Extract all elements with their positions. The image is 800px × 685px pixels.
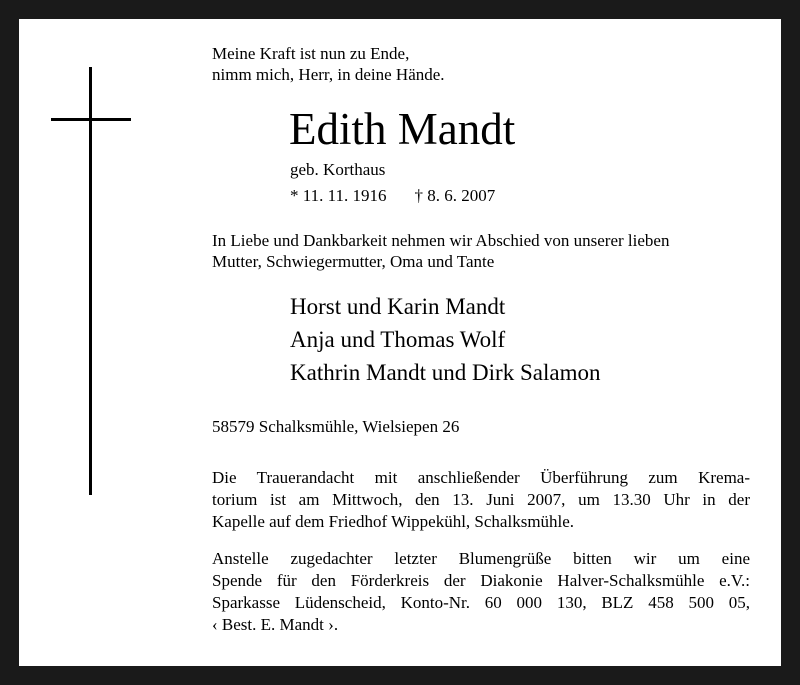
- intro-line: In Liebe und Dankbarkeit nehmen wir Abschied von unserer lieben: [212, 231, 670, 250]
- death-date: † 8. 6. 2007: [414, 186, 496, 205]
- obituary-notice: [19, 19, 781, 666]
- donation-line: Anstelle zugedachter letzter Blumengrüße bitten wir um eine: [212, 549, 750, 568]
- maiden-name: geb. Korthaus: [290, 160, 386, 179]
- donation-line: Sparkasse Lüdenscheid, Konto-Nr. 60 000 130, BLZ 458 500 05,: [212, 593, 750, 612]
- family-address: 58579 Schalksmühle, Wielsiepen 26: [212, 417, 460, 436]
- verse-line: Meine Kraft ist nun zu Ende,: [212, 44, 410, 63]
- service-line: Kapelle auf dem Friedhof Wippekühl, Schalksmühle.: [212, 512, 575, 531]
- birth-date: * 11. 11. 1916: [290, 186, 387, 205]
- mourner-name: Kathrin Mandt und Dirk Salamon: [290, 360, 601, 385]
- donation-request: [212, 548, 750, 636]
- donation-line: ‹ Best. E. Mandt ›.: [212, 615, 339, 634]
- service-line: torium ist am Mittwoch, den 13. Juni 2007, um 13.30 Uhr in der: [212, 490, 750, 509]
- verse: [212, 43, 445, 85]
- cross-horizontal-bar: [51, 118, 131, 121]
- cross-vertical-bar: [89, 67, 92, 495]
- mourner-name: Horst und Karin Mandt: [290, 294, 506, 319]
- farewell-intro: [212, 230, 669, 272]
- donation-line: Spende für den Förderkreis der Diakonie Halver-Schalksmühle e.V.:: [212, 571, 750, 590]
- verse-line: nimm mich, Herr, in deine Hände.: [212, 65, 445, 84]
- mourner-name: Anja und Thomas Wolf: [290, 327, 506, 352]
- intro-line: Mutter, Schwiegermutter, Oma und Tante: [212, 252, 495, 271]
- service-line: Die Trauerandacht mit anschließender Überführung zum Krema-: [212, 468, 750, 487]
- life-dates: [290, 185, 495, 207]
- deceased-name: Edith Mandt: [289, 104, 516, 154]
- mourners-list: [290, 290, 600, 389]
- service-announcement: [212, 467, 750, 533]
